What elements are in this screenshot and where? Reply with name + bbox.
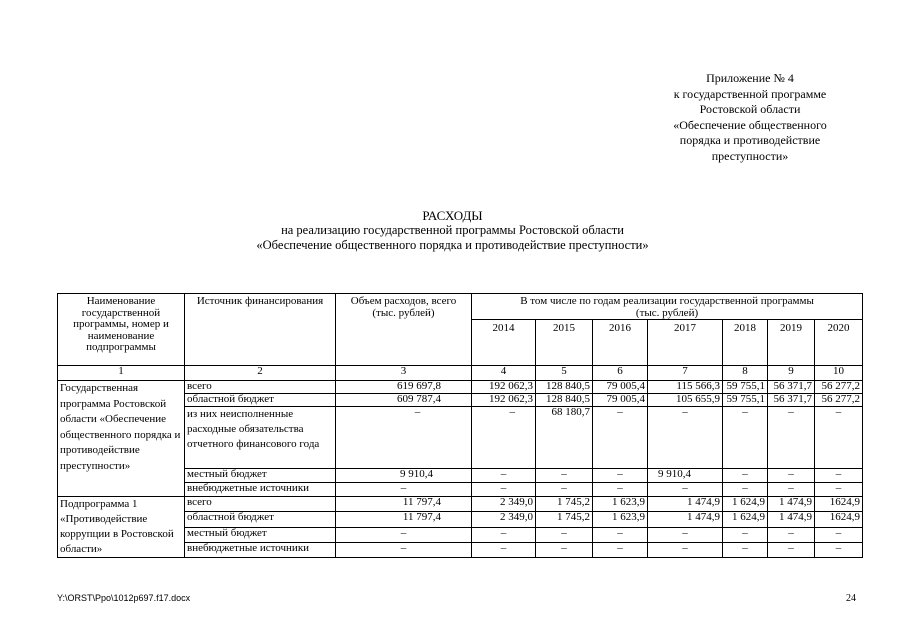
total-cell: 9 910,4: [336, 469, 472, 483]
appendix-line: «Обеспечение общественного: [673, 117, 827, 132]
header-year: 2016: [593, 320, 648, 366]
header-year: 2018: [723, 320, 768, 366]
title-line-1: на реализацию государственной программы Ростовской области: [281, 223, 624, 237]
value-cell: 1 624,9: [723, 497, 768, 512]
appendix-line: к государственной программе: [673, 86, 827, 101]
value-cell: 115 566,3: [648, 381, 723, 394]
value-cell: –: [768, 469, 815, 483]
header-year: 2019: [768, 320, 815, 366]
value-cell: 59 755,1: [723, 394, 768, 407]
total-cell: 609 787,4: [336, 394, 472, 407]
value-cell: –: [768, 542, 815, 557]
value-cell: 1 474,9: [648, 497, 723, 512]
column-number: 10: [815, 366, 863, 381]
source-cell: всего: [185, 497, 336, 512]
value-cell: –: [815, 527, 863, 542]
title-heading: РАСХОДЫ: [422, 208, 483, 223]
value-cell: 1 474,9: [768, 512, 815, 527]
value-cell: –: [472, 483, 536, 497]
column-number: 3: [336, 366, 472, 381]
document-title: [0, 208, 905, 253]
value-cell: 192 062,3: [472, 381, 536, 394]
value-cell: 1 474,9: [768, 497, 815, 512]
source-cell: внебюджетные источники: [185, 542, 336, 557]
column-number: 8: [723, 366, 768, 381]
value-cell: 2 349,0: [472, 497, 536, 512]
column-number: 1: [58, 366, 185, 381]
value-cell: 2 349,0: [472, 512, 536, 527]
value-cell: –: [723, 469, 768, 483]
value-cell: 128 840,5: [536, 381, 593, 394]
source-cell: областной бюджет: [185, 512, 336, 527]
header-year: 2020: [815, 320, 863, 366]
value-cell: 56 277,2: [815, 381, 863, 394]
subprogram-name: Подпрограмма 1 «Противодействие коррупции в Ростовской области»: [58, 497, 185, 558]
value-cell: 79 005,4: [593, 381, 648, 394]
source-cell: местный бюджет: [185, 469, 336, 483]
value-cell: –: [472, 542, 536, 557]
value-cell: –: [768, 483, 815, 497]
source-cell: всего: [185, 381, 336, 394]
value-cell: –: [648, 483, 723, 497]
value-cell: –: [723, 407, 768, 469]
source-cell: областной бюджет: [185, 394, 336, 407]
value-cell: –: [648, 527, 723, 542]
source-cell: местный бюджет: [185, 527, 336, 542]
value-cell: –: [815, 542, 863, 557]
header-year: 2015: [536, 320, 593, 366]
column-number: 2: [185, 366, 336, 381]
total-cell: –: [336, 527, 472, 542]
value-cell: 1624,9: [815, 512, 863, 527]
column-numbers-row: [58, 366, 863, 381]
header-year: 2017: [648, 320, 723, 366]
total-cell: –: [336, 407, 472, 469]
value-cell: –: [536, 542, 593, 557]
value-cell: 68 180,7: [536, 407, 593, 469]
program-name: Государственная программа Ростовской области «Обеспечение общественного порядка и противодействие преступности»: [58, 381, 185, 497]
table-row: [58, 381, 863, 394]
value-cell: 128 840,5: [536, 394, 593, 407]
value-cell: 1 623,9: [593, 497, 648, 512]
value-cell: –: [536, 527, 593, 542]
header-source: Источник финансирования: [185, 294, 336, 366]
source-cell: из них неисполненные расходные обязательства отчетного финансового года: [185, 407, 336, 469]
header-year: 2014: [472, 320, 536, 366]
value-cell: –: [472, 407, 536, 469]
column-number: 9: [768, 366, 815, 381]
expenses-table: [57, 293, 863, 558]
header-name: Наименование государственной программы, номер и наименование подпрограммы: [58, 294, 185, 366]
value-cell: –: [723, 542, 768, 557]
table-row: [58, 497, 863, 512]
value-cell: –: [472, 527, 536, 542]
value-cell: 192 062,3: [472, 394, 536, 407]
column-number: 6: [593, 366, 648, 381]
value-cell: –: [648, 407, 723, 469]
column-number: 5: [536, 366, 593, 381]
value-cell: –: [815, 469, 863, 483]
appendix-line: порядка и противодействие: [679, 133, 821, 148]
value-cell: –: [536, 483, 593, 497]
value-cell: 79 005,4: [593, 394, 648, 407]
value-cell: –: [815, 483, 863, 497]
value-cell: 1 623,9: [593, 512, 648, 527]
total-cell: 11 797,4: [336, 512, 472, 527]
appendix-line: Приложение № 4: [706, 71, 794, 85]
value-cell: 1 745,2: [536, 512, 593, 527]
value-cell: –: [723, 483, 768, 497]
value-cell: 59 755,1: [723, 381, 768, 394]
value-cell: –: [648, 542, 723, 557]
value-cell: 1 474,9: [648, 512, 723, 527]
value-cell: 1624,9: [815, 497, 863, 512]
value-cell: 56 371,7: [768, 394, 815, 407]
value-cell: –: [723, 527, 768, 542]
column-number: 4: [472, 366, 536, 381]
appendix-line: Ростовской области: [699, 102, 801, 117]
value-cell: –: [593, 469, 648, 483]
value-cell: 9 910,4: [648, 469, 723, 483]
value-cell: –: [472, 469, 536, 483]
value-cell: –: [768, 407, 815, 469]
page-number: 24: [846, 593, 856, 604]
value-cell: –: [593, 483, 648, 497]
total-cell: –: [336, 542, 472, 557]
value-cell: –: [593, 527, 648, 542]
total-cell: –: [336, 483, 472, 497]
value-cell: –: [593, 407, 648, 469]
value-cell: –: [536, 469, 593, 483]
value-cell: 1 745,2: [536, 497, 593, 512]
value-cell: 1 624,9: [723, 512, 768, 527]
value-cell: –: [815, 407, 863, 469]
value-cell: –: [593, 542, 648, 557]
total-cell: 619 697,8: [336, 381, 472, 394]
total-cell: 11 797,4: [336, 497, 472, 512]
appendix-line: преступности»: [711, 148, 789, 163]
header-years-caption: В том числе по годам реализации государственной программы (тыс. рублей): [472, 294, 863, 320]
value-cell: 56 277,2: [815, 394, 863, 407]
value-cell: 105 655,9: [648, 394, 723, 407]
footer-file-path: Y:\ORST\Ppo\1012p697.f17.docx: [57, 593, 191, 603]
header-volume: Объем расходов, всего (тыс. рублей): [336, 294, 472, 366]
appendix-block: [620, 71, 880, 165]
column-number: 7: [648, 366, 723, 381]
value-cell: 56 371,7: [768, 381, 815, 394]
title-line-2: «Обеспечение общественного порядка и противодействие преступности»: [256, 238, 649, 252]
value-cell: –: [768, 527, 815, 542]
source-cell: внебюджетные источники: [185, 483, 336, 497]
